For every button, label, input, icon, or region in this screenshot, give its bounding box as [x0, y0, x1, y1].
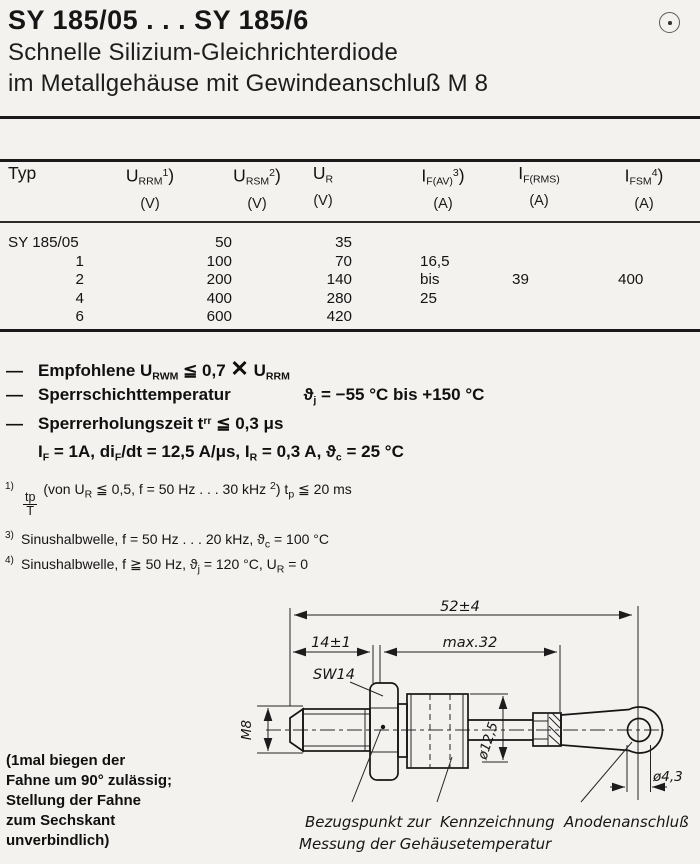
unit-label: (A) — [433, 195, 453, 212]
table-cell: 100 — [206, 252, 232, 270]
col-header-ursm: URSM$^2$) (V) — [233, 165, 281, 212]
footnote-text — [21, 480, 352, 519]
table-cell: 1 — [75, 252, 84, 270]
label-anode: Anodenanschluß — [564, 813, 689, 831]
text-segment: j — [197, 562, 200, 575]
note-text — [38, 414, 283, 433]
text-segment: p — [288, 488, 295, 501]
table-cell — [512, 308, 556, 327]
table-cell — [512, 290, 556, 309]
dim-overall-length — [290, 599, 638, 800]
text-segment: F — [42, 451, 50, 464]
table-cell: 200 — [206, 271, 232, 289]
table-cell: 70 — [335, 252, 352, 270]
footnote-marker: 4) — [5, 555, 14, 566]
diode-body — [407, 694, 468, 768]
footnote-line — [5, 530, 329, 550]
text-segment: j — [313, 394, 317, 407]
col-header-typ — [8, 163, 36, 183]
table-cell: 420 — [326, 308, 352, 326]
note-text — [38, 442, 404, 464]
unit-label: (A) — [634, 195, 654, 212]
col-header-urrm: URRM$^1$) (V) — [125, 165, 175, 212]
text-segment: ✕ — [230, 356, 249, 381]
crimp-sleeve — [533, 713, 561, 746]
text-segment: = 0,3 A, ϑ — [257, 442, 336, 461]
subtitle-line-2: im Metallgehäuse mit Gewindeanschluß M 8 — [8, 70, 489, 97]
text-segment: $\frac{tp}{T}$ — [25, 490, 36, 519]
dash-bullet: — — [6, 385, 23, 404]
text-segment: Empfohlene U — [38, 361, 153, 380]
table-cell — [618, 234, 664, 253]
table-cell — [618, 253, 664, 272]
note-line — [6, 385, 666, 406]
svg-text:52±4: 52±4 — [440, 599, 480, 615]
header-text: Typ — [8, 163, 37, 183]
col-header-ifsm: IFSM$^4$) (A) — [624, 165, 664, 212]
text-segment: rr — [203, 414, 212, 427]
registration-dot — [668, 21, 672, 25]
bend-note-line: zum Sechskant — [6, 812, 116, 829]
divider — [0, 116, 700, 119]
divider — [0, 221, 700, 223]
text-segment: RRM — [265, 370, 290, 383]
table-cell: 4 — [75, 289, 84, 307]
text-segment: F — [114, 451, 122, 464]
unit-label: (V) — [247, 195, 267, 212]
column-ifsm — [618, 234, 664, 327]
table-cell: 280 — [326, 289, 352, 307]
text-segment: I — [38, 442, 43, 461]
registration-mark-icon — [659, 12, 680, 33]
col-header-ifav: IF(AV)$^3$) (A) — [421, 165, 465, 212]
table-cell: 400 — [206, 289, 232, 307]
note-line — [6, 414, 666, 434]
table-cell: 600 — [206, 308, 232, 326]
bend-note — [6, 751, 172, 851]
unit-label: (A) — [529, 193, 549, 210]
table-cell: 6 — [75, 308, 84, 326]
text-segment: Sperrschichttemperatur ϑ — [38, 385, 314, 404]
text-segment: ) t — [275, 481, 289, 498]
text-segment: = 1A, di — [49, 442, 115, 461]
svg-text:M8: M8 — [239, 719, 255, 741]
dim-body-diameter — [470, 694, 508, 762]
label-marking: Kennzeichnung — [440, 813, 555, 831]
page-title: SY 185/05 . . . SY 185/6 — [8, 5, 309, 35]
table-cell: 2 — [75, 271, 84, 289]
column-typ — [8, 234, 104, 327]
column-ur — [250, 234, 352, 327]
text-segment: = 0 — [284, 555, 309, 572]
bend-note-line: (1mal biegen der — [6, 752, 126, 769]
unit-label: (V) — [140, 195, 160, 212]
table-cell: 140 — [326, 271, 352, 289]
table-cell: bis — [420, 271, 440, 289]
bend-note-line: Fahne um 90° zulässig; — [6, 772, 173, 789]
table-cell — [618, 290, 664, 309]
dim-thread — [239, 706, 303, 753]
footnote-marker: 1) — [5, 480, 14, 492]
table-cell — [420, 234, 476, 253]
col-header-ur: UR (V) — [312, 163, 334, 210]
text-segment: 2 — [270, 480, 276, 492]
hex-nut — [370, 683, 407, 780]
table-cell — [512, 253, 556, 272]
note-text — [38, 356, 290, 383]
text-segment: ≦ 0,3 μs — [211, 414, 284, 433]
table-cell — [420, 308, 476, 327]
table-cell: 400 — [618, 271, 644, 289]
table-cell — [618, 308, 664, 327]
unit-label: (V) — [313, 193, 333, 210]
svg-text:max.32: max.32 — [442, 635, 498, 651]
text-segment: (von U — [39, 481, 85, 498]
footnote-marker: 3) — [5, 530, 14, 541]
text-segment: R — [84, 488, 93, 501]
table-cell — [512, 234, 556, 253]
anode-leader — [581, 742, 632, 802]
text-segment: ≦ 20 ms — [294, 481, 352, 498]
text-segment: Sinushalbwelle, f = 50 Hz . . . 20 kHz, ϑ — [21, 530, 265, 547]
svg-text:ø4,3: ø4,3 — [653, 769, 683, 785]
divider — [0, 159, 700, 162]
marking-leader — [437, 757, 452, 802]
text-segment: Sinushalbwelle, f ≧ 50 Hz, ϑ — [21, 555, 198, 572]
subtitle-line-1: Schnelle Silizium-Gleichrichterdiode — [8, 39, 399, 66]
text-segment: R — [276, 562, 285, 575]
divider — [0, 329, 700, 332]
text-segment: = 120 °C, U — [199, 555, 277, 572]
footnote-line — [5, 555, 308, 575]
text-segment: Sperrerholungszeit t — [38, 414, 204, 433]
table-cell: 50 — [215, 234, 232, 251]
label-refpoint-line2: Messung der Gehäusetemperatur — [299, 835, 552, 853]
text-segment: c — [335, 451, 342, 464]
column-urrm-ursm — [130, 234, 232, 327]
text-segment: c — [264, 537, 271, 550]
text-segment: = 25 °C — [341, 442, 404, 461]
table-cell: 25 — [420, 289, 437, 307]
svg-text:SW14: SW14 — [313, 667, 355, 683]
table-cell: 35 — [335, 234, 352, 251]
note-line — [6, 356, 666, 382]
table-cell: SY 185/05 — [8, 234, 79, 251]
text-segment: U — [248, 361, 266, 380]
table-cell: 39 — [512, 271, 529, 289]
text-segment: /dt = 12,5 A/μs, I — [121, 442, 250, 461]
dash-bullet: — — [6, 414, 23, 433]
svg-text:14±1: 14±1 — [311, 635, 351, 651]
note-text — [38, 385, 485, 407]
text-segment: R — [249, 451, 258, 464]
bend-note-line: Stellung der Fahne — [6, 792, 142, 809]
text-segment: ≦ 0,7 — [178, 361, 231, 380]
col-header-ifrms: IF(RMS) (A) — [518, 163, 560, 210]
refpoint-leader — [352, 725, 385, 802]
dash-bullet: — — [6, 361, 23, 380]
column-ifrms — [512, 234, 556, 327]
note-line — [6, 442, 666, 463]
svg-text:ø12,5: ø12,5 — [474, 720, 502, 762]
footnote-text — [21, 555, 309, 575]
footnote-text — [21, 530, 329, 550]
footnote-line — [5, 480, 352, 518]
label-refpoint-line1: Bezugspunkt zur — [305, 813, 431, 831]
text-segment: ≦ 0,5, f = 50 Hz . . . 30 kHz — [92, 481, 271, 498]
table-cell: 16,5 — [420, 252, 450, 270]
column-ifav — [420, 234, 476, 327]
text-segment: = −55 °C bis +150 °C — [316, 385, 485, 404]
bend-note-line: unverbindlich) — [6, 832, 110, 849]
text-segment: RWM — [152, 370, 179, 383]
text-segment: = 100 °C — [270, 530, 329, 547]
